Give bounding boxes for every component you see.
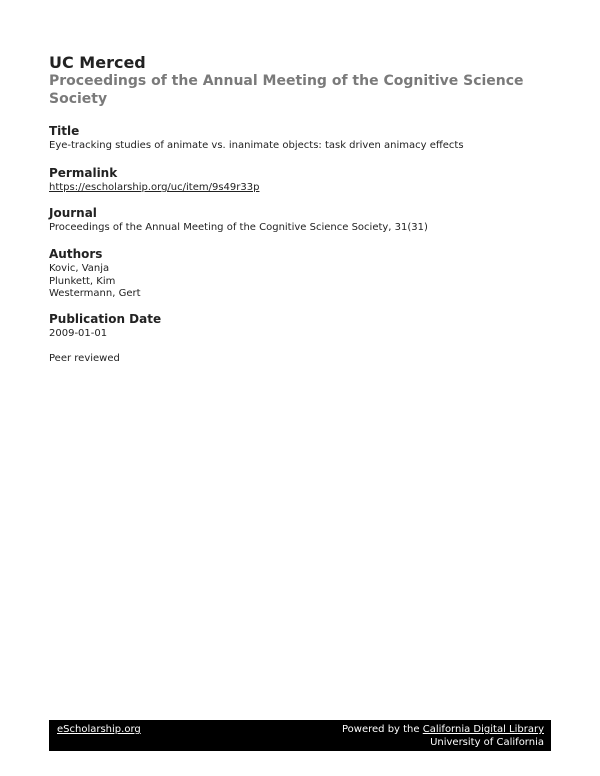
authors-label: Authors <box>49 247 103 261</box>
title-label: Title <box>49 124 80 138</box>
author-item: Plunkett, Kim <box>49 275 116 287</box>
powered-by-text: Powered by the <box>342 724 420 735</box>
footer-credit <box>342 724 544 749</box>
journal-label: Journal <box>49 206 97 220</box>
author-item: Westermann, Gert <box>49 288 141 299</box>
publication-date-label: Publication Date <box>49 312 162 326</box>
permalink-label: Permalink <box>49 166 118 180</box>
publication-date-value: 2009-01-01 <box>49 328 108 339</box>
series-title: Proceedings of the Annual Meeting of the Cognitive Science Society <box>49 73 524 107</box>
permalink-link[interactable]: https://escholarship.org/uc/item/9s49r33p <box>49 182 260 193</box>
title-value: Eye-tracking studies of animate vs. inanimate objects: task driven animacy effects <box>49 140 464 151</box>
journal-section <box>49 206 569 235</box>
university-name: University of California <box>430 736 544 748</box>
campus-name: UC Merced <box>49 53 146 72</box>
publication-date-section <box>49 312 569 341</box>
title-section <box>49 124 569 153</box>
peer-review-status: Peer reviewed <box>49 353 120 364</box>
journal-value: Proceedings of the Annual Meeting of the Cognitive Science Society, 31(31) <box>49 222 428 233</box>
cdl-link[interactable]: California Digital Library <box>422 724 544 735</box>
author-item: Kovic, Vanja <box>49 263 110 274</box>
footer-bar <box>49 720 551 751</box>
escholarship-link[interactable]: eScholarship.org <box>57 724 141 735</box>
permalink-section <box>49 166 569 195</box>
authors-section <box>49 247 569 301</box>
peer-review-section <box>49 353 569 366</box>
